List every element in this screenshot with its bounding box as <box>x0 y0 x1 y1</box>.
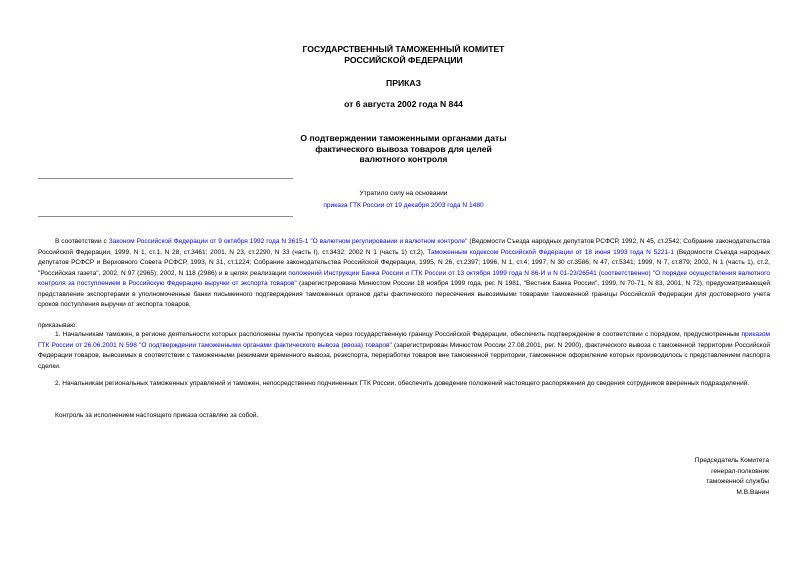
bottom-divider <box>38 216 293 217</box>
clause-2: 2. Начальникам региональных таможенных управлений и таможен, непосредственно подчиненных ГТК России, обеспечить доведение положений настоящего распоряжения до сведения сотрудников вверенных подразделений. <box>55 380 750 387</box>
document-date-number: от 6 августа 2002 года N 844 <box>344 99 463 109</box>
authority-line-1: ГОСУДАРСТВЕННЫЙ ТАМОЖЕННЫЙ КОМИТЕТ <box>302 44 505 54</box>
issuing-authority <box>0 44 807 65</box>
signature-line-2: генерал-полковник <box>711 467 769 475</box>
signature-line-1: Председатель Комитета <box>694 457 769 464</box>
document-type: ПРИКАЗ <box>386 78 421 88</box>
clause-1 <box>38 330 770 372</box>
title-line-1: О подтверждении таможенными органами даты <box>300 133 507 143</box>
preamble-paragraph <box>38 237 770 311</box>
authority-line-2: РОССИЙСКОЙ ФЕДЕРАЦИИ <box>344 54 463 65</box>
preamble-text-4: (зарегистрирована Минюстом России 18 ноября 1999 года, рег. N 1981, "Вестник Банка России", 1999, N 70-71, N 83, 2001, N 72), предусматривающей представление экспортерами в уполномоченные банки письменного подтверждения таможенных органов даты фактического пересечения вывозимыми товарами таможенной границы Российской Федерации для достоверного учета сроков поступления выручки от экспорта товаров, <box>38 280 770 308</box>
preamble-text-3: (Ведомости Съезда народных депутатов РСФСР и Верховного Совета РСФСР, 1993, N 31, ст.1224; Собрание законодательства Российской Федерации, 1995, N 26, ст.2397; 1996, N 1, ст.4; 1997, N 30 ст.3586; N 47, ст.5341; 1999, N 7, ст.879; 2002, N 1 (часть 1), ст.2, "Российская газета", 2002, N 97 (2965); 2002, N 118 (2986) и в целях реализации <box>38 248 770 277</box>
customs-code-link[interactable]: Таможенным кодексом Российской Федерации от 18 июня 1993 года N 5221-1 <box>427 248 674 256</box>
preamble-text-2: (Ведомости Съезда народных депутатов РСФСР, 1992, N 45, ст.2542; Собрание законодательства Российской Федерации, 1999, N 1, ст.1, N 28, ст.3461; 2001, N 23, ст.2290, N 33 (часть I), ст.3432; 2002 N 1 (часть 1) ст.2), <box>38 238 770 256</box>
lost-force-link-line <box>0 200 807 212</box>
title-line-3: валютного контроля <box>359 154 448 164</box>
order-word: приказываю: <box>38 322 77 329</box>
lost-force-note: Утратило силу на основании <box>359 190 448 197</box>
top-divider <box>38 178 293 179</box>
title-line-2: фактического вывоза товаров для целей <box>315 143 492 154</box>
instruction-link[interactable]: положений Инструкции Банка России и ГТК России от 13 октября 1999 года N 86-И и N 01-23/26541 (соответственно) "О порядке осуществления валютного контроля за поступлением в Российскую Федерацию выручки от экспорта товаров" <box>38 269 770 287</box>
signature-block <box>695 456 769 498</box>
currency-law-link[interactable]: Законом Российской Федерации от 9 октября 1992 года N 3615-1 "О валютном регулировании и валютном контроле" <box>108 238 468 245</box>
signature-line-3: таможенной службы <box>706 478 769 485</box>
order-598-link[interactable]: приказом ГТК России от 26.06.2001 N 598 "О подтверждении таможенными органами фактического вывоза (ввоза) товаров" <box>38 331 770 349</box>
clause-1-text-1: 1. Начальникам таможен, в регионе деятельности которых расположены пункты пропуска через государственную границу Российской Федерации, обеспечить подтверждение в соответствии с порядком, предусмотренным <box>55 331 742 338</box>
lost-force-link[interactable]: приказа ГТК России от 19 декабря 2003 года N 1480 <box>323 202 484 209</box>
clause-1-text-2: (зарегистрирован Минюстом России 27.08.2001, рег. N 2900), фактического вывоза с таможенной территории Российской Федерации товаров, вывозимых в соответствии с таможенными режимами временного вывоза, реэкспорта, переработки товаров вне таможенной территории, таможенное оформление которых производилось с представлением паспорта сделки. <box>38 341 771 370</box>
control-clause: Контроль за исполнением настоящего приказа оставляю за собой. <box>55 412 259 419</box>
preamble-text-1: В соответствии с <box>55 238 109 245</box>
signer-name: М.В.Ванин <box>736 488 769 496</box>
document-title <box>0 133 807 165</box>
